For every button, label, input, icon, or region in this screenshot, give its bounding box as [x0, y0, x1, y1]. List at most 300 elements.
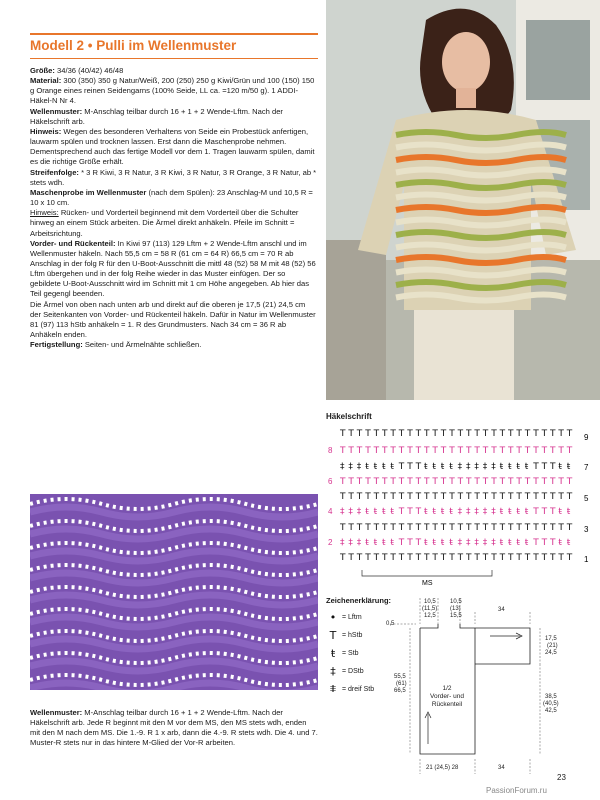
chart-stitch: T [466, 523, 472, 533]
chart-stitch: T [356, 492, 363, 502]
instruction-label: Hinweis: [30, 208, 59, 218]
chart-stitch: T [550, 523, 556, 533]
chart-stitch: T [482, 523, 489, 533]
instruction-paragraph [30, 107, 318, 127]
chart-stitch: T [407, 429, 413, 439]
chart-stitch: T [457, 523, 464, 533]
sh-c: 24,5 [545, 650, 557, 656]
instruction-paragraph [30, 127, 318, 168]
chart-stitch: ‡ [340, 538, 345, 548]
chart-stitch: T [373, 477, 380, 487]
chart-stitch: T [566, 446, 573, 456]
instruction-text: Seiten- und Ärmelnähte schließen. [82, 340, 202, 350]
row-number-right: 9 [584, 433, 589, 442]
chart-stitch: T [398, 538, 405, 548]
chart-stitch: T [566, 429, 573, 439]
chart-stitch: T [390, 523, 396, 533]
chart-stitch: ŧ [390, 462, 394, 472]
chart-stitch: ŧ [424, 507, 428, 517]
legend-label: = hStb [342, 631, 363, 639]
chart-stitch: T [466, 553, 472, 563]
chart-stitch: T [432, 523, 438, 533]
chart-stitch: T [398, 477, 405, 487]
chart-stitch: ‡ [491, 538, 496, 548]
chart-stitch: T [550, 507, 556, 517]
chart-stitch: ‡ [482, 462, 488, 472]
instruction-paragraph [30, 188, 318, 208]
chart-stitch: T [499, 523, 506, 533]
chart-stitch: T [541, 446, 548, 456]
chart-stitch: ŧ [508, 507, 512, 517]
chart-stitch: T [415, 553, 422, 563]
chart-stitch: T [499, 477, 506, 487]
chart-stitch: T [533, 429, 539, 439]
chart-stitch: T [524, 477, 531, 487]
chart-stitch: ŧ [566, 538, 571, 548]
chart-stitch: ŧ [432, 462, 436, 472]
measure-bottom-width: 21 (24,5) 28 [426, 765, 459, 771]
chart-stitch: ŧ [432, 538, 436, 548]
chart-stitch: T [474, 553, 480, 563]
chart-stitch: ŧ [382, 507, 386, 517]
chart-stitch: T [457, 446, 464, 456]
chart-stitch: ‡ [356, 462, 362, 472]
chart-stitch: T [449, 523, 455, 533]
instruction-text: (nach dem Spülen): 23 Anschlag-M und 10,5 R = 10 x 10 cm. [30, 187, 313, 208]
chart-stitch: T [432, 446, 438, 456]
chart-stitch: ‡ [348, 538, 353, 548]
row-number-right: 7 [584, 463, 589, 472]
pl-c: Rückenteil [431, 701, 463, 708]
chart-stitch: ŧ [440, 462, 445, 472]
chart-stitch: ŧ [382, 462, 386, 472]
chart-stitch: T [508, 477, 514, 487]
chart-stitch: T [407, 523, 413, 533]
chart-stitch: T [382, 523, 388, 533]
row-number-left: 6 [328, 477, 333, 486]
chart-stitch: T [449, 429, 455, 439]
chart-stitch: T [424, 429, 430, 439]
chart-stitch: ‡ [482, 538, 488, 548]
chart-stitch: T [373, 429, 380, 439]
chart-stitch: T [474, 477, 480, 487]
chart-stitch: T [373, 523, 380, 533]
instruction-paragraph [30, 300, 318, 341]
legend-title: Zeichenerklärung: [326, 596, 392, 605]
chart-stitch: T [382, 492, 388, 502]
chart-stitch: ŧ [499, 507, 504, 517]
chart-stitch: ‡ [466, 507, 471, 517]
chart-stitch: T [415, 446, 422, 456]
instruction-label: Vorder- und Rückenteil: [30, 238, 116, 248]
chart-stitch: T [356, 553, 363, 563]
sh-a: 17,5 [545, 636, 557, 642]
chart-stitch: T [482, 446, 489, 456]
chart-stitch: ŧ [524, 462, 529, 472]
chart-stitch: T [440, 523, 447, 533]
instructions-text [30, 66, 318, 350]
chart-stitch: T [558, 553, 564, 563]
chart-stitch: T [340, 553, 346, 563]
chart-stitch: T [415, 538, 422, 548]
chart-stitch: T [550, 477, 556, 487]
swatch-photo [30, 494, 318, 690]
chart-stitch: T [566, 523, 573, 533]
chart-stitch: ŧ [566, 462, 571, 472]
chart-stitch: T [440, 553, 447, 563]
measure-left [394, 674, 407, 694]
chart-stitch: ŧ [499, 462, 504, 472]
chart-stitch: ŧ [424, 538, 428, 548]
instruction-label: Maschenprobe im Wellenmuster [30, 187, 147, 197]
chart-stitch: T [365, 523, 371, 533]
chart-stitch: ŧ [449, 538, 453, 548]
chart-stitch: T [424, 477, 430, 487]
chart-stitch: T [491, 446, 497, 456]
chart-stitch: T [516, 429, 522, 439]
chart-stitch: T [440, 429, 447, 439]
shoulder-a: 10,5 [424, 599, 436, 605]
lo-a: 38,5 [545, 694, 557, 700]
chart-stitch: ŧ [373, 538, 378, 548]
chart-stitch: ‡ [474, 507, 479, 517]
chart-stitch: T [482, 492, 489, 502]
chart-stitch: T [508, 429, 514, 439]
stitch-symbol-icon: ⩨ [329, 682, 337, 695]
chart-stitch: T [508, 523, 514, 533]
instruction-text: In Kiwi 97 (113) 129 Lftm + 2 Wende-Lftm anschl und im Wellenmuster häkeln. Nach 55,5 cm = 58 R (61 cm = 64 R) 66,5 cm = 70 R ab Anschlag in der folg R für den U-Boot-Ausschnitt die mittl 48 (52) 58 M mit 48 (52) 56 Lftm übergehen und in der folg Reihe wieder in das Muster einfügen. Der so gebildete U-Boot-Ausschnitt wird im Schnitt mit 1 cm Höhe angegeben. Ab hier das Teil gegengl beenden. [30, 238, 316, 299]
chart-stitch: T [424, 446, 430, 456]
chart-stitch: T [340, 429, 346, 439]
chart-stitch: ŧ [524, 538, 529, 548]
chart-stitch: T [390, 446, 396, 456]
chart-stitch: T [558, 477, 564, 487]
instruction-label: Hinweis: [30, 126, 62, 136]
chart-stitch: T [340, 446, 346, 456]
chart-stitch: T [550, 492, 556, 502]
chart-stitch: T [348, 446, 354, 456]
chart-stitch: T [566, 477, 573, 487]
chart-stitch: T [365, 477, 371, 487]
chart-stitch: T [407, 477, 413, 487]
chart-stitch: T [499, 492, 506, 502]
chart-stitch: T [407, 492, 413, 502]
instruction-paragraph [30, 340, 318, 350]
chart-stitch: T [340, 523, 346, 533]
chart-stitch: ŧ [558, 462, 562, 472]
chart-stitch: T [533, 492, 539, 502]
chart-stitch: T [415, 492, 422, 502]
neck-c: 15,5 [450, 613, 462, 619]
chart-stitch: T [432, 553, 438, 563]
chart-stitch: T [474, 523, 480, 533]
chart-stitch: T [482, 553, 489, 563]
chart-stitch: T [382, 477, 388, 487]
instruction-text: Die Ärmel von oben nach unten arb und direkt auf die oberen je 17,5 (21) 24,5 cm der Seitenkanten von Vorder- und Rückenteil häkeln. Dafür in Natur im Wellenmuster 81 (97) 113 hStb anhäkeln = 1. R des Grundmusters. Nach 34 cm = 36 R ab Anhäkeln enden. [30, 299, 316, 340]
measure-sleeve-length: 34 [498, 607, 505, 613]
chart-stitch: T [348, 492, 354, 502]
chart-stitch: T [533, 507, 539, 517]
chart-stitch: T [533, 477, 539, 487]
chart-stitch: T [373, 553, 380, 563]
chart-stitch: T [424, 553, 430, 563]
chart-stitch: T [440, 446, 447, 456]
row-number-left: 4 [328, 507, 333, 516]
chart-stitch: T [516, 523, 522, 533]
stitch-symbol-icon: • [329, 610, 337, 624]
chart-stitch: T [415, 507, 422, 517]
measure-shoulder [422, 599, 437, 619]
chart-stitch: T [541, 507, 548, 517]
chart-stitch: T [541, 429, 548, 439]
chart-stitch: ŧ [499, 538, 504, 548]
chart-stitch: T [508, 446, 514, 456]
lh-c: 66,5 [394, 688, 406, 694]
chart-stitch: ŧ [508, 462, 512, 472]
chart-stitch: T [533, 446, 539, 456]
bottom-body: M-Anschlag teilbar durch 16 + 1 + 2 Wende-Lftm. Nach der Häkelschrift arb. Jede R beginnt mit den M vor dem MS, den MS stets wdh, enden mit den M nach dem MS. Die 1.-9. R 1 x arb, dann die 4.-9. R stets wdh. Die 4. und 7. Muster-R stets nur in das hintere M-Glied der Vor-R arbeiten. [30, 708, 318, 748]
row-number-right: 1 [584, 555, 589, 564]
chart-stitch: ŧ [432, 507, 436, 517]
lh-a: 55,5 [394, 674, 406, 680]
instruction-text: 34/36 (40/42) 46/48 [54, 66, 124, 75]
measure-lower [543, 694, 559, 714]
chart-stitch: T [390, 553, 396, 563]
chart-stitch: T [524, 492, 531, 502]
chart-stitch: T [457, 477, 464, 487]
legend-label: = DStb [342, 667, 364, 675]
chart-stitch: T [474, 492, 480, 502]
chart-stitch: T [558, 446, 564, 456]
chart-stitch: T [541, 492, 548, 502]
chart-stitch: ŧ [566, 507, 571, 517]
sh-b: (21) [547, 643, 558, 649]
chart-stitch: T [474, 429, 480, 439]
instruction-paragraph [30, 76, 318, 106]
chart-stitch: T [558, 523, 564, 533]
chart-stitch: T [382, 446, 388, 456]
pl-a: 1/2 [442, 685, 452, 692]
chart-stitch: ŧ [424, 462, 428, 472]
instruction-paragraph [30, 168, 318, 188]
chart-stitch: T [558, 429, 564, 439]
bottom-label: Wellenmuster: [30, 708, 83, 717]
instruction-text: 300 (350) 350 g Natur/Weiß, 200 (250) 250 g Kiwi/Grün und 100 (150) 150 g Orange eines reinen Seidengarns (100% Seide, LL ca. =120 m/50 g). 1 ADDI-Häkel-N Nr 4. [30, 76, 315, 106]
model-photo [326, 0, 600, 400]
page-title: Modell 2 • Pulli im Wellenmuster [30, 38, 237, 53]
chart-stitch: T [356, 429, 363, 439]
chart-title: Häkelschrift [326, 412, 372, 421]
chart-stitch: ŧ [365, 462, 369, 472]
chart-stitch: T [407, 507, 413, 517]
stitch-symbol-icon: ‡ [330, 664, 336, 678]
chart-stitch: T [432, 492, 438, 502]
chart-stitch: T [491, 492, 497, 502]
piece-label [430, 685, 464, 708]
chart-stitch: T [558, 492, 564, 502]
instruction-paragraph [30, 208, 318, 238]
chart-stitch: T [533, 462, 539, 472]
stitch-symbol-icon: T [329, 628, 337, 642]
chart-stitch: T [516, 492, 522, 502]
row-number-left: 8 [328, 446, 333, 455]
shoulder-b: (11,5) [422, 606, 438, 612]
chart-stitch: ŧ [365, 507, 369, 517]
chart-stitch: T [516, 446, 522, 456]
chart-stitch: T [415, 462, 422, 472]
row-number-left: 2 [328, 538, 333, 547]
measure-neck-width [450, 599, 462, 619]
chart-stitch: T [524, 446, 531, 456]
chart-stitch: T [541, 523, 548, 533]
chart-stitch: ‡ [466, 538, 471, 548]
chart-stitch: T [348, 523, 354, 533]
chart-stitch: ŧ [365, 538, 369, 548]
chart-stitch: T [482, 477, 489, 487]
chart-stitch: T [424, 523, 430, 533]
legend-label: = Lftm [342, 613, 362, 621]
title-underline [30, 58, 318, 59]
chart-stitch: T [533, 553, 539, 563]
chart-stitch: T [373, 492, 380, 502]
chart-stitch: T [398, 507, 405, 517]
chart-stitch: ŧ [516, 538, 520, 548]
lh-b: (61) [396, 681, 407, 687]
chart-stitch: T [398, 492, 405, 502]
chart-stitch: T [550, 538, 556, 548]
chart-stitch: T [415, 523, 422, 533]
chart-stitch: ‡ [474, 462, 479, 472]
chart-stitch: T [457, 429, 464, 439]
instruction-label: Streifenfolge: [30, 167, 79, 177]
crochet-chart [326, 424, 600, 590]
chart-stitch: ‡ [457, 507, 463, 517]
chart-stitch: T [407, 462, 413, 472]
instruction-label: Fertigstellung: [30, 340, 83, 350]
instruction-paragraph [30, 239, 318, 300]
chart-stitch: T [356, 523, 363, 533]
chart-stitch: T [382, 553, 388, 563]
chart-stitch: ŧ [449, 462, 453, 472]
chart-stitch: T [491, 429, 497, 439]
chart-stitch: T [398, 553, 405, 563]
chart-stitch: T [474, 446, 480, 456]
chart-stitch: T [398, 462, 405, 472]
chart-stitch: T [491, 477, 497, 487]
chart-stitch: T [365, 446, 371, 456]
sizing-schematic [380, 594, 580, 778]
chart-stitch: T [407, 553, 413, 563]
row-number-right: 5 [584, 494, 589, 503]
lo-c: 42,5 [545, 708, 557, 714]
chart-stitch: ŧ [558, 538, 562, 548]
chart-stitch: T [449, 446, 455, 456]
chart-stitch: T [499, 553, 506, 563]
measure-bottom-sleeve: 34 [498, 765, 505, 771]
chart-stitch: T [491, 553, 497, 563]
chart-stitch: T [516, 553, 522, 563]
chart-stitch: T [356, 446, 363, 456]
chart-stitch: T [566, 553, 573, 563]
chart-stitch: T [365, 429, 371, 439]
chart-stitch: T [348, 553, 354, 563]
bottom-paragraph [30, 708, 318, 749]
instruction-label: Größe: [30, 66, 55, 75]
chart-stitch: T [449, 492, 455, 502]
shoulder-c: 12,5 [424, 613, 436, 619]
chart-stitch: T [373, 446, 380, 456]
chart-stitch: ŧ [440, 538, 445, 548]
chart-stitch: T [398, 523, 405, 533]
chart-stitch: T [390, 477, 396, 487]
instruction-text: M-Anschlag teilbar durch 16 + 1 + 2 Wende-Lftm. Nach der Häkelschrift arb. [30, 106, 283, 126]
chart-stitch: T [482, 429, 489, 439]
chart-stitch: T [390, 429, 396, 439]
chart-stitch: T [550, 446, 556, 456]
chart-stitch: T [524, 429, 531, 439]
chart-stitch: T [550, 462, 556, 472]
chart-stitch: T [449, 477, 455, 487]
chart-stitch: T [348, 477, 354, 487]
chart-stitch: T [550, 429, 556, 439]
chart-stitch: T [541, 538, 548, 548]
chart-stitch: T [348, 429, 354, 439]
repeat-label: MS [422, 580, 433, 587]
measure-sleeve-height [545, 636, 558, 656]
chart-stitch: T [466, 477, 472, 487]
chart-stitch: ŧ [373, 462, 378, 472]
chart-stitch: T [457, 492, 464, 502]
chart-stitch: T [440, 477, 447, 487]
instruction-text: Wegen des besonderen Verhaltens von Seide ein Probestück anfertigen, lauwarm spülen und trocknen lassen. Erst dann die Maschenprobe nehmen. Dementsprechend auch das fertige Modell vor dem 1. Tragen lauwarm spülen, damit es die richtige Größe erhält. [30, 126, 315, 167]
instruction-text: Rücken- und Vorderteil beginnend mit dem Vorderteil über die Schulter hinweg an einem Stück arbeiten. Die Ärmel direkt anhäkeln. Pfeile im Schnitt = Arbeitsrichtung. [30, 208, 299, 238]
chart-stitch: T [541, 462, 548, 472]
neck-b: (13) [450, 606, 461, 612]
chart-stitch: T [440, 492, 447, 502]
chart-stitch: ŧ [390, 538, 394, 548]
title-rule [30, 33, 318, 35]
chart-stitch: T [382, 429, 388, 439]
chart-stitch: ‡ [457, 538, 463, 548]
chart-stitch: T [365, 553, 371, 563]
chart-stitch: ‡ [457, 462, 463, 472]
chart-stitch: ŧ [390, 507, 394, 517]
chart-stitch: T [424, 492, 430, 502]
neck-a: 10,5 [450, 599, 462, 605]
chart-stitch: T [390, 492, 396, 502]
instruction-text: * 3 R Kiwi, 3 R Natur, 3 R Kiwi, 3 R Natur, 3 R Orange, 3 R Natur, ab * stets wdh. [30, 167, 317, 187]
chart-stitch: ‡ [491, 507, 496, 517]
chart-stitch: ‡ [348, 507, 353, 517]
chart-stitch: ŧ [449, 507, 453, 517]
instruction-label: Material: [30, 76, 62, 86]
chart-stitch: T [415, 477, 422, 487]
legend-label: = Stb [342, 649, 359, 657]
chart-stitch: ŧ [516, 507, 520, 517]
chart-stitch: ŧ [524, 507, 529, 517]
instruction-label: Wellenmuster: [30, 106, 83, 116]
pl-b: Vorder- und [430, 693, 464, 700]
chart-stitch: T [466, 492, 472, 502]
chart-stitch: ‡ [466, 462, 471, 472]
chart-stitch: T [415, 429, 422, 439]
chart-stitch: T [407, 538, 413, 548]
chart-stitch: ‡ [356, 507, 362, 517]
chart-stitch: ŧ [440, 507, 445, 517]
chart-stitch: T [533, 538, 539, 548]
chart-stitch: ‡ [491, 462, 496, 472]
row-number-right: 3 [584, 525, 589, 534]
